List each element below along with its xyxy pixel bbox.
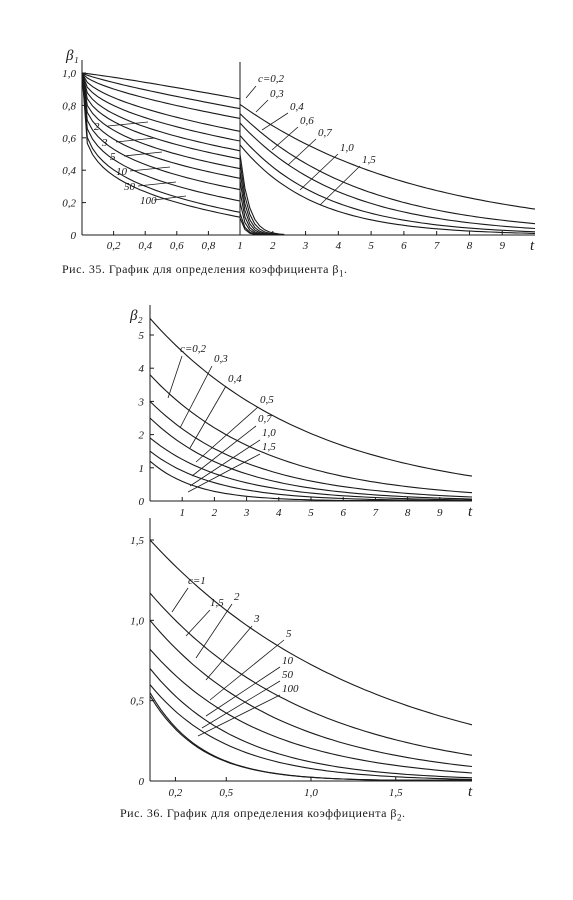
beta1-label-leader: [300, 154, 338, 190]
beta1-label-leader: [320, 166, 360, 205]
beta1-x-tick-label: 2: [270, 240, 276, 252]
beta2u-y-tick-label: 0: [138, 496, 144, 508]
beta2u-x-tick-label: 4: [276, 507, 282, 519]
beta1-x-tick-label: 3: [302, 240, 309, 252]
caption-fig35-subscript: 1: [339, 268, 345, 279]
beta2u-curve-label: 0,7: [258, 413, 272, 425]
beta2l-label-leader: [198, 695, 280, 736]
beta1-x-tick-label: 9: [499, 240, 505, 252]
beta1-y-tick-label: 0,4: [62, 165, 76, 178]
beta1-x-axis-label: t: [530, 238, 535, 254]
beta2l-curve: [150, 540, 472, 725]
beta2l-curve-label: 5: [286, 628, 292, 640]
beta2u-x-tick-label: 2: [211, 507, 218, 519]
beta1-curve-label: 2: [94, 121, 100, 133]
beta2u-x-tick-label: 1: [179, 507, 185, 519]
beta2u-y-tick-label: 2: [138, 429, 144, 442]
beta2u-curve-label: 0,5: [260, 394, 274, 406]
beta2l-label-leader: [206, 667, 280, 716]
beta2l-curve-label: c=1: [188, 575, 206, 587]
beta1-y-axis-label: β₁: [66, 48, 79, 64]
beta1-y-tick-label: 1,0: [62, 68, 76, 80]
beta1-curve-label: 0,3: [270, 88, 284, 100]
beta1-label-leader: [130, 167, 170, 171]
beta2u-x-tick-label: 5: [308, 507, 314, 519]
chart-beta2-upper-axes: [150, 305, 472, 501]
beta2u-y-tick-label: 1: [138, 462, 144, 475]
beta2l-x-axis-label: t: [468, 784, 473, 800]
beta1-y-tick-label: 0,2: [62, 197, 76, 210]
beta1-x-tick-label: 7: [433, 240, 440, 252]
beta2l-curve: [150, 685, 472, 780]
beta1-curve-left: [82, 73, 240, 141]
beta2u-x-tick-label: 6: [340, 507, 346, 519]
caption-fig36-subscript: 2: [397, 812, 403, 823]
caption-fig36: Рис. 36. График для определения коэффициента $\beta_2$.: [120, 806, 406, 823]
beta1-x-tick-label: 1: [237, 240, 243, 252]
chart-beta1-axes: [82, 60, 535, 235]
beta1-x-tick-label: 4: [335, 240, 342, 252]
beta1-curve-label: 0,6: [300, 115, 314, 127]
beta2l-label-leader: [196, 604, 232, 658]
chart-beta1: [62, 48, 535, 254]
beta1-curve-right: [240, 114, 535, 224]
beta2u-y-tick-label: 4: [138, 363, 144, 376]
beta1-x-tick-label: 0,8: [201, 240, 216, 252]
beta1-curve-right: [240, 171, 274, 234]
chart-beta2-lower-axes: [150, 518, 472, 781]
beta2l-curve-label: 3: [254, 613, 260, 625]
caption-fig35: Рис. 35. График для определения коэффициента $\beta_1$.: [62, 262, 348, 279]
beta2l-curve-label: 50: [282, 669, 293, 681]
beta2u-curve-label: 1,5: [262, 441, 276, 453]
beta2u-x-tick-label: 7: [372, 507, 379, 519]
beta1-y-tick-label: 0: [70, 230, 76, 242]
beta2u-curve-label: 0,3: [214, 353, 228, 365]
beta1-x-tick-label: 0,4: [138, 240, 153, 252]
beta2u-label-leader: [196, 407, 258, 462]
caption-fig36-text: Рис. 36. График для определения коэффициента β: [120, 806, 398, 820]
beta2l-x-tick-label: 1,0: [304, 787, 318, 799]
beta2u-x-tick-label: 3: [243, 507, 250, 519]
chart-beta1-labels: [62, 48, 535, 254]
beta2l-y-tick-label: 1,5: [130, 535, 144, 547]
beta2u-y-axis-label: β₂: [130, 308, 143, 324]
beta2u-curve-label: 1,0: [262, 427, 276, 439]
beta2l-curve-label: 2: [234, 591, 240, 603]
beta1-curve-label: 5: [110, 151, 116, 163]
beta2l-y-tick-label: 0,5: [130, 695, 144, 708]
beta1-curve-label: 50: [124, 181, 135, 193]
beta2l-curve-label: 10: [282, 655, 293, 667]
beta1-curve-left: [82, 73, 240, 118]
beta1-curve-left: [82, 73, 240, 109]
beta2u-label-leader: [168, 356, 182, 398]
beta1-y-tick-label: 0,6: [62, 132, 76, 145]
beta1-curve-left: [82, 73, 240, 190]
chart-beta2-lower: [130, 518, 473, 800]
beta2l-x-tick-label: 1,5: [388, 787, 403, 799]
beta2l-curve: [150, 696, 472, 780]
beta2l-label-leader: [186, 610, 210, 636]
beta2l-curve-label: 1,5: [210, 597, 224, 609]
beta1-curve-label: c=0,2: [258, 73, 285, 85]
caption-fig35-text: Рис. 35. График для определения коэффициента β: [62, 262, 340, 276]
beta1-x-tick-label: 0,2: [106, 240, 121, 252]
beta1-label-leader: [246, 86, 256, 98]
beta1-curve-label: 0,7: [318, 127, 332, 139]
beta2l-curve: [150, 693, 472, 780]
beta1-y-tick-label: 0,8: [62, 100, 76, 113]
beta1-curve-label: 10: [116, 166, 127, 178]
beta2u-y-tick-label: 5: [138, 330, 144, 342]
beta1-x-tick-label: 5: [368, 240, 374, 252]
beta2l-x-tick-label: 0,5: [219, 787, 234, 799]
beta1-curve-right: [240, 104, 535, 209]
beta2u-x-axis-label: t: [468, 504, 473, 520]
beta2l-curve-label: 100: [282, 683, 299, 695]
beta2l-curve: [150, 593, 472, 755]
beta1-label-leader: [116, 138, 155, 142]
beta1-curve-right: [240, 154, 284, 234]
beta1-x-tick-label: 8: [466, 240, 473, 252]
beta2l-label-leader: [172, 588, 188, 612]
beta2u-label-leader: [190, 440, 260, 486]
beta2u-x-tick-label: 9: [437, 507, 443, 519]
beta2l-y-tick-label: 0: [138, 776, 144, 788]
beta1-x-tick-label: 6: [401, 240, 407, 252]
chart-beta1-curves: [82, 73, 535, 234]
beta2l-x-tick-label: 0,2: [168, 787, 183, 799]
beta2u-curve-label: 0,4: [228, 373, 242, 385]
beta2l-y-tick-label: 1,0: [130, 615, 144, 628]
beta1-curve-label: 100: [140, 195, 157, 207]
beta2l-curve: [150, 669, 472, 778]
beta2l-label-leader: [210, 640, 284, 700]
beta2u-curve-label: c=0,2: [180, 343, 207, 355]
beta1-curve-label: 1,5: [362, 154, 376, 166]
beta2u-y-tick-label: 3: [138, 396, 144, 409]
beta1-curve-right: [240, 145, 535, 234]
beta2u-label-leader: [190, 386, 226, 448]
beta1-curve-label: 0,4: [290, 101, 304, 113]
beta2l-curve: [150, 620, 472, 766]
chart-beta2-upper: [129, 305, 473, 520]
beta2u-x-tick-label: 8: [404, 507, 411, 519]
beta1-label-leader: [256, 100, 268, 112]
beta1-curve-label: 3: [102, 137, 108, 149]
beta2u-curve: [150, 401, 472, 497]
beta1-x-tick-label: 0,6: [169, 240, 184, 252]
beta1-curve-label: 1,0: [340, 142, 354, 154]
